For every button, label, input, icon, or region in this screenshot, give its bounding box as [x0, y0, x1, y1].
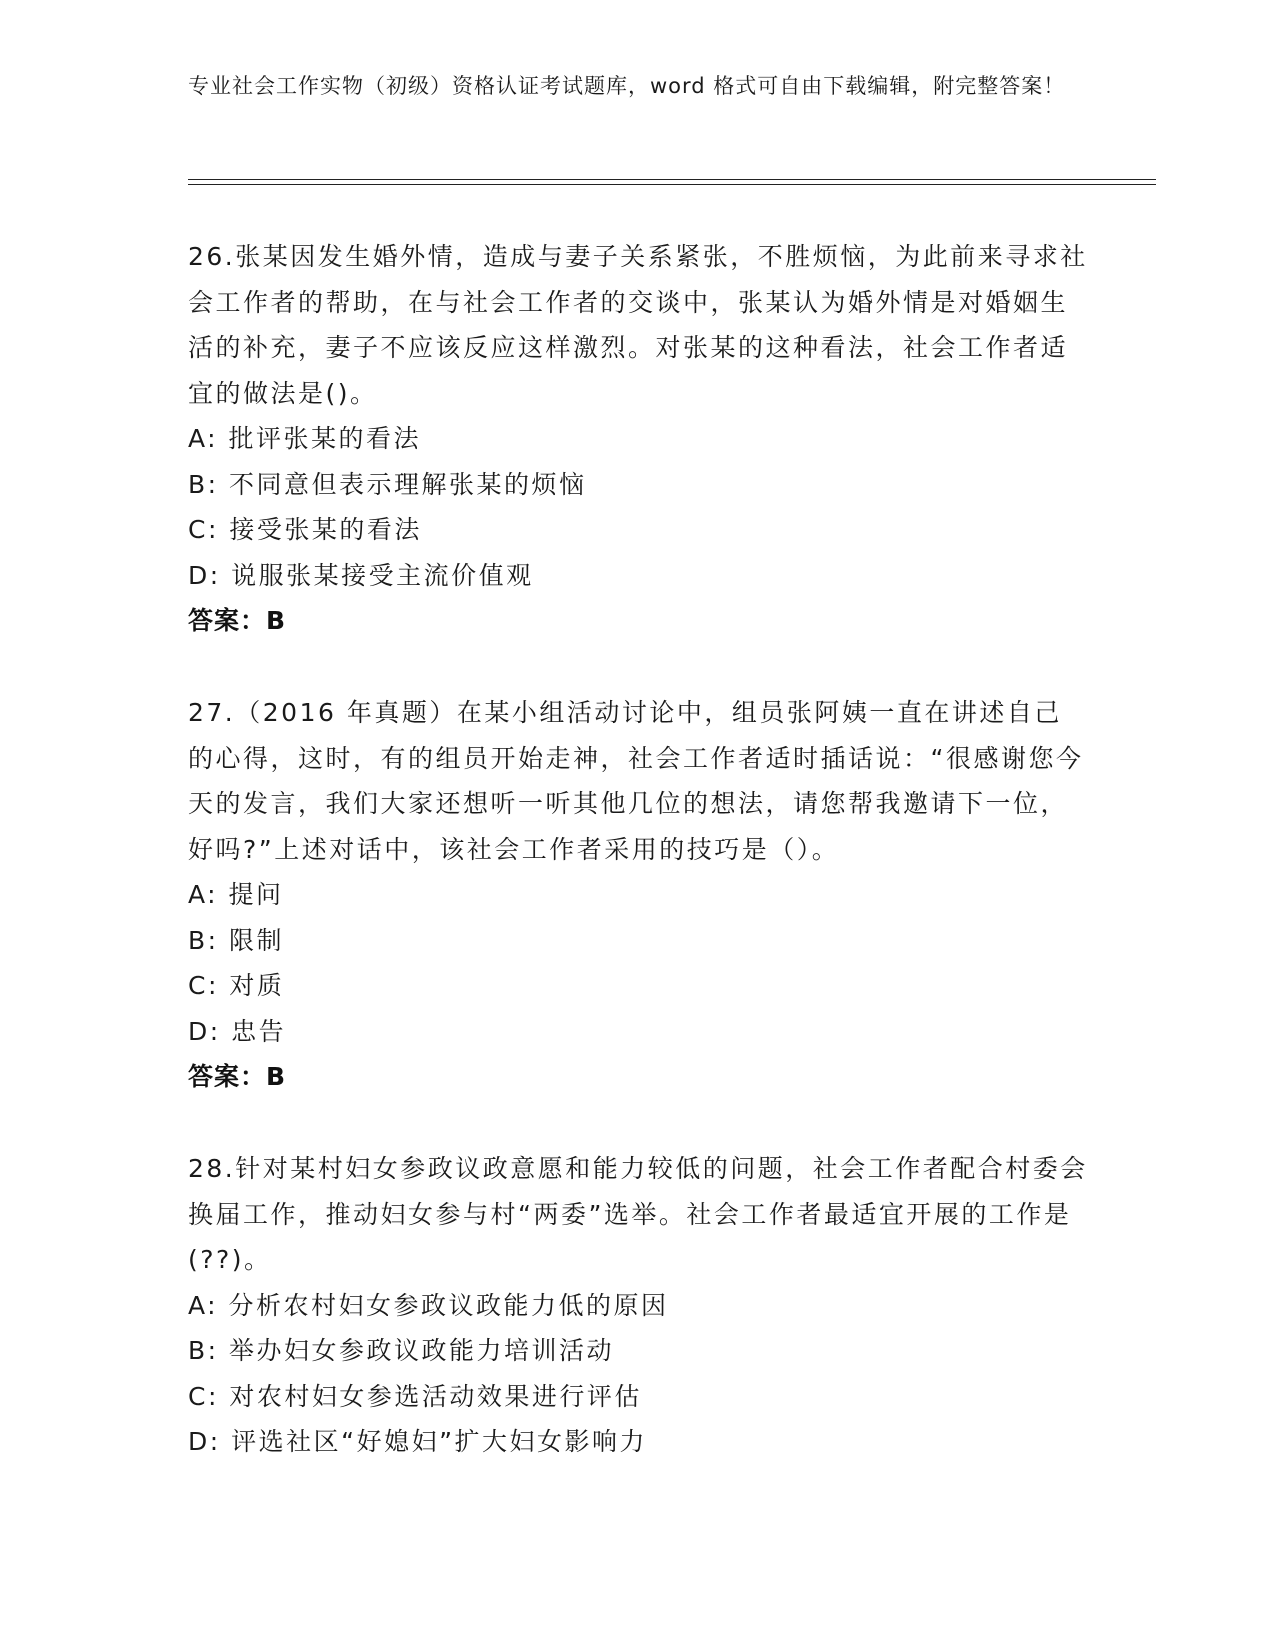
option-d: D: 说服张某接受主流价值观: [188, 560, 534, 590]
answer: 答案：B: [188, 1062, 287, 1091]
answer: 答案：B: [188, 606, 287, 635]
option-a: A: 批评张某的看法: [188, 424, 422, 453]
option-c: C: 对农村妇女参选活动效果进行评估: [188, 1381, 642, 1411]
header-divider-bottom: [188, 184, 1156, 185]
question-stem: 26.张某因发生婚外情，造成与妻子关系紧张，不胜烦恼，为此前来寻求社会工作者的帮助，在与社会工作者的交谈中，张某认为婚外情是对婚姻生活的补充，妻子不应该反应这样激烈。对张某的这种看法，社会工作者适宜的做法是()。: [188, 242, 1088, 408]
header-text: 专业社会工作实物（初级）资格认证考试题库，word 格式可自由下载编辑，附完整答案！: [188, 74, 1066, 98]
question-27: [188, 690, 1088, 1100]
question-26: [188, 234, 1088, 644]
option-d: D: 忠告: [188, 1016, 287, 1046]
option-d: D: 评选社区“好媳妇”扩大妇女影响力: [188, 1427, 648, 1456]
option-a: A: 分析农村妇女参政议政能力低的原因: [188, 1290, 669, 1320]
option-b: B: 限制: [188, 925, 285, 955]
option-b: B: 不同意但表示理解张某的烦恼: [188, 469, 587, 499]
header-divider-top: [188, 179, 1156, 180]
question-28: [188, 1146, 1088, 1465]
option-c: C: 对质: [188, 971, 285, 1000]
document-header: [188, 70, 1068, 103]
option-b: B: 举办妇女参政议政能力培训活动: [188, 1336, 615, 1365]
question-stem: 28.针对某村妇女参政议政意愿和能力较低的问题，社会工作者配合村委会换届工作，推动妇女参与村“两委”选举。社会工作者最适宜开展的工作是(??)。: [188, 1154, 1088, 1274]
question-stem: 27.（2016 年真题）在某小组活动讨论中，组员张阿姨一直在讲述自己的心得，这时，有的组员开始走神，社会工作者适时插话说：“很感谢您今天的发言，我们大家还想听一听其他几位的想法，请您帮我邀请下一位，好吗?”上述对话中，该社会工作者采用的技巧是（）。: [188, 698, 1084, 864]
option-a: A: 提问: [188, 880, 284, 909]
option-c: C: 接受张某的看法: [188, 515, 422, 544]
